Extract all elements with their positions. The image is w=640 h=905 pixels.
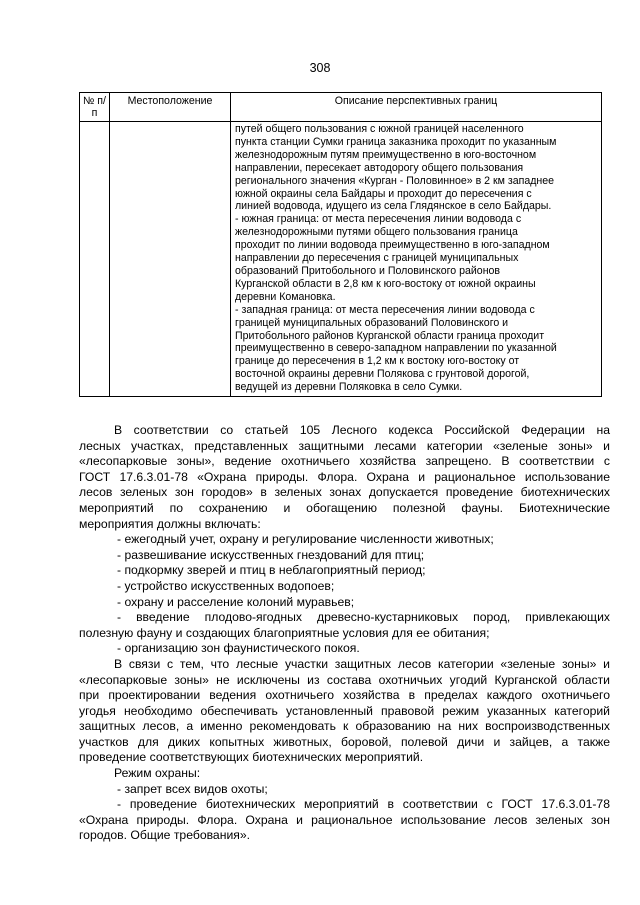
body-line: Режим охраны:: [114, 766, 201, 781]
description-line: образований Притобольного и Половинского районов: [235, 264, 501, 277]
description-line: восточной окраины деревни Полякова с грунтовой дорогой,: [235, 368, 530, 381]
body-line: - развешивание искусственных гнездований для птиц;: [117, 547, 425, 562]
description-line: границей муниципальных образований Половинского и: [235, 316, 509, 329]
header-location: Местоположение: [110, 93, 231, 122]
description-line: деревни Комановка.: [235, 290, 336, 303]
description-line: железнодорожными путями общего пользования граница: [235, 226, 518, 239]
description-line: линией водовода, идущего из села Глядянское в село Байдары.: [235, 200, 552, 213]
body-line: лесов зеленых зон городов» в зеленых зонах допускается проведение биотехнических: [79, 485, 610, 500]
description-line: регионального значения «Курган - Половинное» в 2 км западнее: [235, 174, 555, 187]
header-description: Описание перспективных границ: [231, 93, 602, 122]
description-line: пункта станции Сумки граница заказника проходит по указанным: [235, 135, 557, 148]
description-line: Притобольного районов Курганской области граница проходит: [235, 329, 545, 342]
description-line: - южная граница: от места пересечения линии водовода с: [235, 213, 522, 226]
borders-table: [79, 92, 602, 397]
body-line: полезную фауну и создающих благоприятные условия для ее обитания;: [79, 625, 490, 640]
table-row: [80, 122, 602, 397]
body-line: - организацию зон фаунистического покоя.: [117, 641, 360, 656]
body-line: В соответствии со статьей 105 Лесного кодекса Российской Федерации на: [114, 423, 610, 437]
description-line: проходит по линии водовода преимущественно в юго-западном: [235, 239, 550, 252]
body-line: участков для диких копытных животных, боровой, полевой дичи и зайцев, а также: [79, 734, 610, 749]
body-line: - введение плодово-ягодных древесно-кустарниковых пород, привлекающих: [117, 610, 610, 625]
body-line: защитных лесов, а именно рекомендовать к образованию на них воспроизводственных: [79, 719, 610, 734]
body-line: «Охрана природы. Флора. Охрана и рациональное использование лесов зеленых зон: [79, 812, 610, 827]
page-number: 308: [309, 61, 331, 75]
body-line: - запрет всех видов охоты;: [117, 781, 268, 796]
body-line: проведение соответствующих биотехнических мероприятий.: [79, 750, 424, 765]
cell-location: [110, 122, 231, 397]
header-number: № п/п: [80, 93, 110, 122]
description-line: границе до пересечения в 1,2 км к востоку юго-востоку от: [235, 355, 520, 368]
body-line: - охрану и расселение колоний муравьев;: [117, 594, 355, 609]
body-line: - подкормку зверей и птиц в неблагоприятный период;: [117, 563, 426, 578]
description-line: направлении до пересечения с границей муниципальных: [235, 252, 519, 265]
body-line: городов. Общие требования».: [79, 828, 251, 843]
body-line: мероприятия должны включать:: [79, 516, 261, 531]
description-line: ведущей из деревни Поляковка в село Сумки.: [235, 381, 463, 394]
description-line: железнодорожным путям преимущественно в юго-восточном: [235, 148, 537, 161]
body-line: мероприятий по сохранению и обогащению полезной фауны. Биотехнические: [79, 500, 610, 515]
body-line: - проведение биотехнических мероприятий в соответствии с ГОСТ 17.6.3.01-78: [117, 797, 610, 812]
cell-description: [231, 122, 602, 397]
description-line: преимущественно в северо-западном направлении по указанной: [235, 342, 557, 355]
body-line: угодья необходимо обеспечивать установленный правовой режим указанных категорий: [79, 703, 610, 718]
table-header-row: [80, 93, 602, 122]
body-line: при проектировании ведения охотничьего хозяйства в пределах каждого охотничьего: [79, 688, 610, 703]
description-line: путей общего пользования с южной границей населенного: [235, 123, 524, 135]
body-line: «лесопарковые зоны» не исключены из состава охотничьих угодий Курганской области: [79, 672, 610, 687]
body-line: - устройство искусственных водопоев;: [117, 578, 335, 593]
body-line: лесных участках, представленных защитными лесами категории «зеленые зоны» и: [79, 438, 610, 453]
body-text: [79, 423, 610, 844]
cell-number: [80, 122, 110, 397]
body-line: ГОСТ 17.6.3.01-78 «Охрана природы. Флора. Охрана и рациональное использование: [79, 469, 610, 484]
body-line: - ежегодный учет, охрану и регулирование численности животных;: [117, 532, 494, 547]
body-line: «лесопарковые зоны», ведение охотничьего хозяйства запрещено. В соответствии с: [79, 454, 610, 469]
description-line: Курганской области в 2,8 км к юго-востоку от южной окраины: [235, 277, 536, 290]
description-line: - западная граница: от места пересечения линии водовода с: [235, 303, 535, 316]
description-line: направлении, пересекает автодорогу общего пользования: [235, 161, 524, 174]
body-line: В связи с тем, что лесные участки защитных лесов категории «зеленые зоны» и: [114, 656, 610, 671]
description-line: южной окраины села Байдары и проходит до пересечения с: [235, 187, 532, 200]
